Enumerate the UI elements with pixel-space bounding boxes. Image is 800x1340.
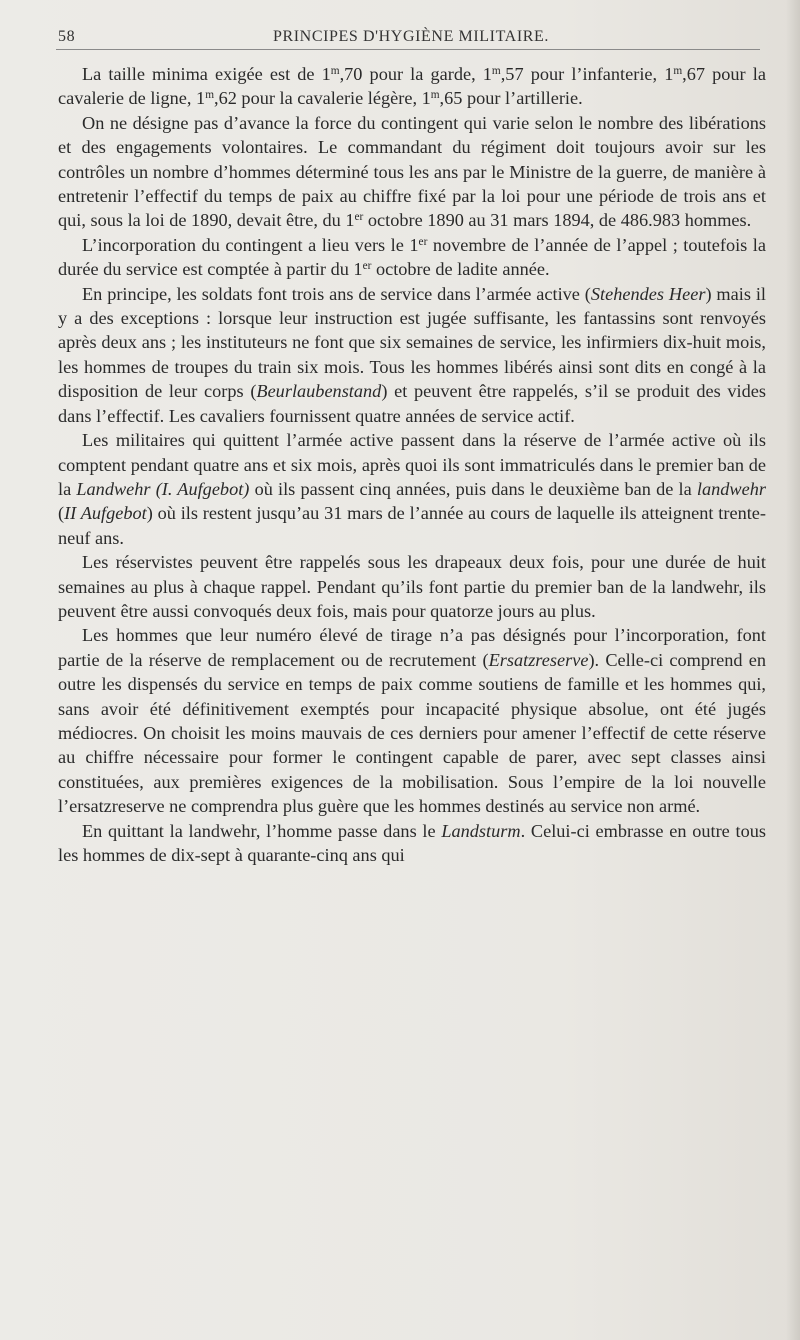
- superscript: m: [205, 89, 214, 102]
- text-run: où ils passent cinq années, puis dans le deuxième ban de la: [249, 478, 697, 499]
- text-run: Les réservistes peuvent être rappelés sous les drapeaux deux fois, pour une durée de huit semaines au plus à chaque rappel. Pendant qu’ils font partie du premier ban de la landwehr, ils peuvent être aussi convoqués deux fois, mais pour quatorze jours au plus.: [58, 552, 766, 621]
- text-run: (: [58, 503, 65, 524]
- text-run: ,57 pour l’infanterie, 1: [500, 64, 674, 84]
- paragraph: [58, 623, 766, 818]
- italic-term: II Aufgebot: [64, 503, 147, 524]
- paragraph: [58, 428, 766, 550]
- text-run: Les militaires qui quittent l’armée active passent dans la réserve de l’armée active où ils comptent pendant quatre ans et six mois, après quoi ils sont immatriculés dans le premier ban de la: [58, 430, 766, 499]
- header-rule: [56, 49, 760, 50]
- text-run: ) où ils restent jusqu’au 31 mars de l’année au cours de laquelle ils atteignent trente-neuf ans.: [58, 503, 766, 548]
- italic-term: landwehr: [696, 478, 766, 499]
- text-run: ,67 pour la cavalerie de ligne, 1: [58, 64, 766, 109]
- superscript: er: [362, 260, 372, 273]
- running-title: PRINCIPES D'HYGIÈNE MILITAIRE.: [272, 28, 550, 45]
- text-run: octobre de ladite année.: [371, 259, 550, 280]
- italic-term: Ersatzreserve: [488, 649, 589, 670]
- text-run: octobre 1890 au 31 mars 1894, de 486.983 hommes.: [363, 210, 752, 231]
- page-header: [58, 24, 764, 50]
- text-run: En quittant la landwehr, l’homme passe dans le: [82, 820, 442, 841]
- page-number: 58: [58, 28, 76, 45]
- italic-term: Landsturm: [441, 820, 521, 841]
- superscript: er: [354, 211, 364, 224]
- text-run: La taille minima exigée est de 1: [82, 64, 331, 84]
- paragraph: [58, 819, 766, 868]
- superscript: m: [330, 64, 340, 77]
- text-run: novembre de l’année de l’appel ; toutefois la durée du service est comptée à partir du 1: [58, 234, 766, 280]
- italic-term: Beurlaubenstand: [256, 381, 382, 402]
- page-edge-shadow: [786, 0, 800, 1340]
- text-run: L’incorporation du contingent a lieu vers le 1: [82, 234, 419, 255]
- text-run: ,70 pour la garde, 1: [339, 64, 492, 84]
- paragraph: [58, 233, 766, 282]
- paragraph: [58, 111, 766, 233]
- paragraph: [58, 282, 766, 428]
- italic-term: Landwehr (I. Aufgebot): [76, 478, 250, 499]
- text-run: ) mais il y a des exceptions : lorsque leur instruction est jugée suffisante, les fantassins sont renvoyés après deux ans ; les instituteurs ne font que six semaines de service, les infirmiers dix-huit mois, les hommes de troupes du train six mois. Tous les hommes libérés ainsi sont dits en congé à la disposition de leur corps (: [58, 283, 766, 402]
- superscript: m: [491, 64, 501, 77]
- text-run: ). Celle-ci comprend en outre les dispensés du service en temps de paix comme soutiens de famille et les hommes qui, sans avoir été définitivement exemptés pour incapacité physique absolue, ont été jugés médiocres. On choisit les moins mauvais de ces derniers pour amener l’effectif de cette réserve au chiffre nécessaire pour former le contingent capable de parer, avec sept classes ainsi constituées, aux premières exigences de la mobilisation. Sous l’empire de la loi nouvelle l’ersatzreserve ne comprendra plus guère que les hommes destinés au service non armé.: [58, 649, 766, 817]
- italic-term: Stehendes Heer: [590, 283, 706, 304]
- text-run: . Celui-ci embrasse en outre tous les hommes de dix-sept à quarante-cinq ans qui: [58, 820, 767, 865]
- text-run: Les hommes que leur numéro élevé de tirage n’a pas désignés pour l’incorporation, font partie de la réserve de remplacement ou de recrutement (: [58, 625, 766, 670]
- text-run: ) et peuvent être rappelés, s’il se produit des vides dans l’effectif. Les cavaliers fournissent quatre années de service actif.: [58, 381, 766, 426]
- text-run: ,65 pour l’artillerie.: [439, 88, 583, 109]
- paragraph: [58, 550, 766, 623]
- text-run: En principe, les soldats font trois ans de service dans l’armée active (: [82, 283, 591, 304]
- superscript: m: [673, 64, 683, 77]
- superscript: m: [430, 89, 440, 102]
- body-text: [58, 62, 766, 867]
- text-run: ,62 pour la cavalerie légère, 1: [214, 88, 431, 109]
- paragraph: [58, 62, 766, 111]
- superscript: er: [418, 235, 428, 248]
- text-run: On ne désigne pas d’avance la force du contingent qui varie selon le nombre des libérations et des engagements volontaires. Le commandant du régiment doit toujours avoir sur les contrôles un nombre d’hommes déterminé tous les ans par le Ministre de la guerre, de manière à entretenir l’effectif du temps de paix au chiffre fixé par la loi pour une période de trois ans et qui, sous la loi de 1890, devait être, du 1: [58, 112, 766, 231]
